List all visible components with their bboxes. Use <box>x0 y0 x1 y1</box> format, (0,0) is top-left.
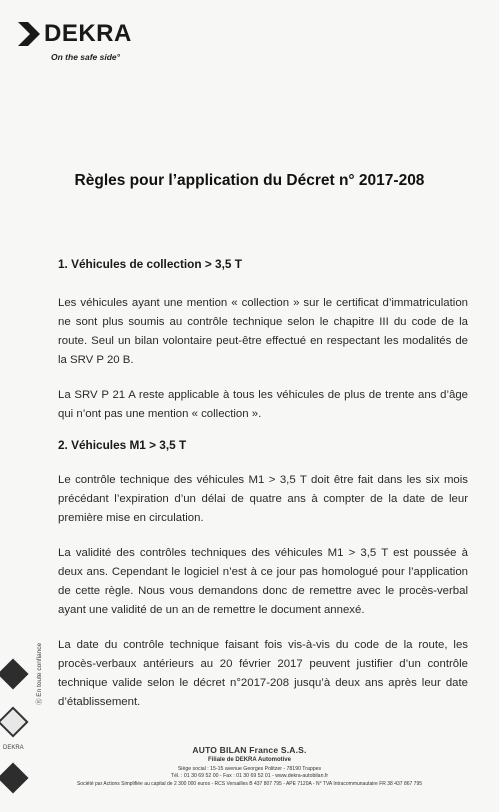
document-body <box>58 255 468 728</box>
small-logo-label: DEKRA <box>3 745 24 751</box>
section-2-heading: 2. Véhicules M1 > 3,5 T <box>58 438 187 452</box>
section-2-paragraph-3: La date du contrôle technique faisant fois vis-à-vis du code de la route, les procès-verbaux antérieurs au 20 février 2017 peuvent justifier d’un contrôle technique valide selon le décret n°2017-208 jusqu’à deux ans après leur date d’établissement. <box>58 639 468 708</box>
checkered-diamond-icon <box>0 658 29 689</box>
section-2-paragraph-1: Le contrôle technique des véhicules M1 > 3,5 T doit être fait dans les six mois précédant l’expiration d’un délai de quatre ans à compter de la date de leur première mise en circulation. <box>58 474 468 524</box>
document-title: Règles pour l’application du Décret n° 2017-208 <box>74 172 425 189</box>
brand-tagline: On the safe side° <box>51 52 121 62</box>
footer-address: Siège social : 15-15 avenue Georges Politzer - 78190 Trappes <box>177 766 322 772</box>
dekra-logo <box>18 18 158 68</box>
document-footer <box>0 745 499 787</box>
dekra-diamond-icon <box>0 706 29 737</box>
section-1-paragraph-1: Les véhicules ayant une mention « collection » sur le certificat d’immatriculation ne sont plus soumis au contrôle technique selon le chapitre III du code de la route. Seul un bilan volontaire peut-être effectué en respectant les modalités de la SRV P 20 B. <box>58 297 468 366</box>
footer-contact: Tél. : 01 30 69 52 00 - Fax : 01 30 69 52 01 - www.dekra-autobilan.fr <box>170 773 329 779</box>
dekra-chevron-icon <box>18 22 40 46</box>
section-1-heading: 1. Véhicules de collection > 3,5 T <box>58 257 242 271</box>
footer-filiale: Filiale de DEKRA Automotive <box>208 757 291 763</box>
brand-name: DEKRA <box>44 20 132 47</box>
footer-company: AUTO BILAN France S.A.S. <box>192 745 307 755</box>
side-vertical-text: Ⓡ En toute confiance <box>36 642 43 705</box>
section-1-paragraph-2: La SRV P 21 A reste applicable à tous les véhicules de plus de trente ans d’âge qui n’ont pas une mention « collection ». <box>58 389 468 420</box>
section-2-paragraph-2: La validité des contrôles techniques des véhicules M1 > 3,5 T est poussée à deux ans. Cependant le logiciel n’est à ce jour pas homologué pour l’application de cette règle. Nous vous demandons donc de remettre avec le procès-verbal ayant une validité de un an de remettre le document annexé. <box>58 547 468 616</box>
footer-legal: Société par Actions Simplifiée au capital de 2 300 000 euros - RCS Versailles B 437 807 795 - APE 7120A - N° TVA Intracommunautaire FR 38 437 867 795 <box>76 781 423 787</box>
